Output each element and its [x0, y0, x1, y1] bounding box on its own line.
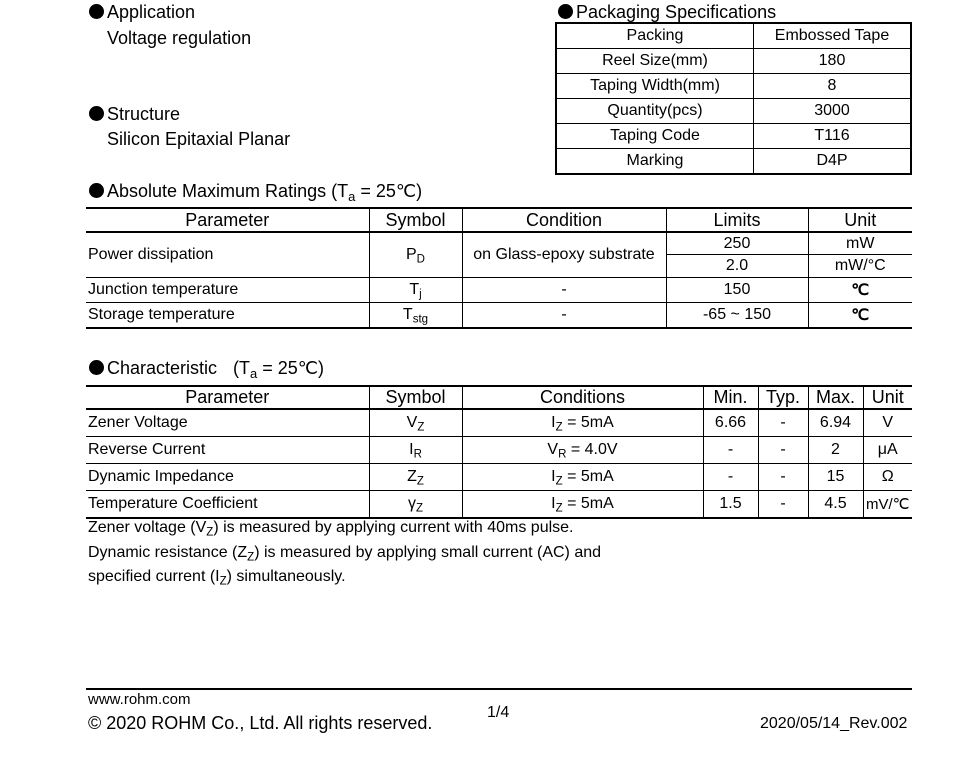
cell: $\gamma_Z$ [369, 491, 462, 519]
header-cell: Condition [462, 208, 666, 232]
header-cell: Unit [863, 386, 912, 409]
cell: 150 [666, 278, 808, 303]
cell: Reel Size(mm) [556, 49, 754, 74]
cell: - [758, 409, 808, 437]
note-line-3: specified current $(I_Z)$ simultaneously. [88, 568, 346, 588]
packaging-heading: Packaging Specifications [558, 1, 776, 23]
bullet-icon [89, 183, 104, 198]
cell: $P_D$ [369, 232, 462, 278]
application-value: Voltage regulation [107, 28, 252, 48]
note-line-1: Zener voltage $(V_Z)$ is measured by applying current with 40ms pulse. [88, 519, 574, 539]
cell: μA [863, 437, 912, 464]
table-row [86, 409, 912, 437]
bullet-icon [558, 4, 573, 19]
header-cell: Limits [666, 208, 808, 232]
cell: $I_Z = 5mA$ [462, 491, 703, 519]
table-row [556, 23, 911, 49]
cell: $I_Z = 5mA$ [462, 464, 703, 491]
table-row [556, 74, 911, 99]
header-cell: Min. [703, 386, 758, 409]
cell: 180 [754, 49, 912, 74]
cell: Taping Width(mm) [556, 74, 754, 99]
cell: ℃ [808, 303, 912, 329]
page-number: 1/4 [487, 704, 510, 721]
cell: $T_j$ [369, 278, 462, 303]
table-header-row [86, 386, 912, 409]
structure-value: Silicon Epitaxial Planar [107, 129, 291, 149]
cell: mW/°C [808, 255, 912, 278]
cell: Quantity(pcs) [556, 99, 754, 124]
cell: Storage temperature [86, 303, 369, 329]
cell: mV/℃ [863, 491, 912, 519]
table-row [86, 464, 912, 491]
cell: - [703, 437, 758, 464]
cell: $V_R = 4.0V$ [462, 437, 703, 464]
cell: $I_Z = 5mA$ [462, 409, 703, 437]
header-cell: Max. [808, 386, 863, 409]
header-cell: Unit [808, 208, 912, 232]
cell: -65 ~ 150 [666, 303, 808, 329]
bullet-icon [89, 106, 104, 121]
absolute-max-ratings-table [86, 207, 912, 329]
header-cell: Conditions [462, 386, 703, 409]
table-row [86, 232, 912, 255]
cell: Packing [556, 23, 754, 49]
cell: $T_{stg}$ [369, 303, 462, 329]
characteristic-table [86, 385, 912, 519]
application-heading: Application [89, 1, 195, 23]
cell: 8 [754, 74, 912, 99]
table-row [556, 99, 911, 124]
table-row [86, 491, 912, 519]
header-cell: Symbol [369, 386, 462, 409]
cell: - [758, 491, 808, 519]
cell: Junction temperature [86, 278, 369, 303]
header-cell: Symbol [369, 208, 462, 232]
footer-url[interactable]: www.rohm.com [88, 691, 191, 708]
structure-heading: Structure [89, 103, 180, 125]
header-cell: Typ. [758, 386, 808, 409]
cell: T116 [754, 124, 912, 149]
revision: 2020/05/14_Rev.002 [760, 715, 908, 732]
footer-copyright: © 2020 ROHM Co., Ltd. All rights reserved. [88, 713, 433, 733]
cell: 1.5 [703, 491, 758, 519]
characteristic-heading: Characteristic ($T_a$ = 25℃) [89, 357, 324, 379]
cell: - [462, 278, 666, 303]
cell: - [758, 437, 808, 464]
table-row [86, 303, 912, 329]
table-row [86, 437, 912, 464]
cell: - [462, 303, 666, 329]
header-cell: Parameter [86, 208, 369, 232]
footer-rule [86, 688, 912, 690]
cell: 4.5 [808, 491, 863, 519]
cell: - [703, 464, 758, 491]
header-cell: Parameter [86, 386, 369, 409]
cell: Marking [556, 149, 754, 175]
table-header-row [86, 208, 912, 232]
table-row [556, 149, 911, 175]
bullet-icon [89, 360, 104, 375]
table-row [556, 49, 911, 74]
cell: $V_Z$ [369, 409, 462, 437]
cell: D4P [754, 149, 912, 175]
cell: Zener Voltage [86, 409, 369, 437]
note-line-2: Dynamic resistance $(Z_Z)$ is measured by applying small current (AC) and [88, 544, 602, 564]
cell: Temperature Coefficient [86, 491, 369, 519]
cell: Dynamic Impedance [86, 464, 369, 491]
cell: $Z_Z$ [369, 464, 462, 491]
cell: Ω [863, 464, 912, 491]
cell: 15 [808, 464, 863, 491]
packaging-table [555, 22, 912, 175]
cell: $I_R$ [369, 437, 462, 464]
cell: 2 [808, 437, 863, 464]
cell: V [863, 409, 912, 437]
amr-heading: Absolute Maximum Ratings ($T_a$ = 25℃) [89, 180, 422, 202]
cell: Power dissipation [86, 232, 369, 278]
cell: on Glass-epoxy substrate [462, 232, 666, 278]
cell: 6.94 [808, 409, 863, 437]
cell: 3000 [754, 99, 912, 124]
cell: Reverse Current [86, 437, 369, 464]
cell: 2.0 [666, 255, 808, 278]
cell: 6.66 [703, 409, 758, 437]
cell: - [758, 464, 808, 491]
cell: mW [808, 232, 912, 255]
cell: ℃ [808, 278, 912, 303]
bullet-icon [89, 4, 104, 19]
table-row [556, 124, 911, 149]
table-row [86, 278, 912, 303]
cell: 250 [666, 232, 808, 255]
cell: Embossed Tape [754, 23, 912, 49]
cell: Taping Code [556, 124, 754, 149]
